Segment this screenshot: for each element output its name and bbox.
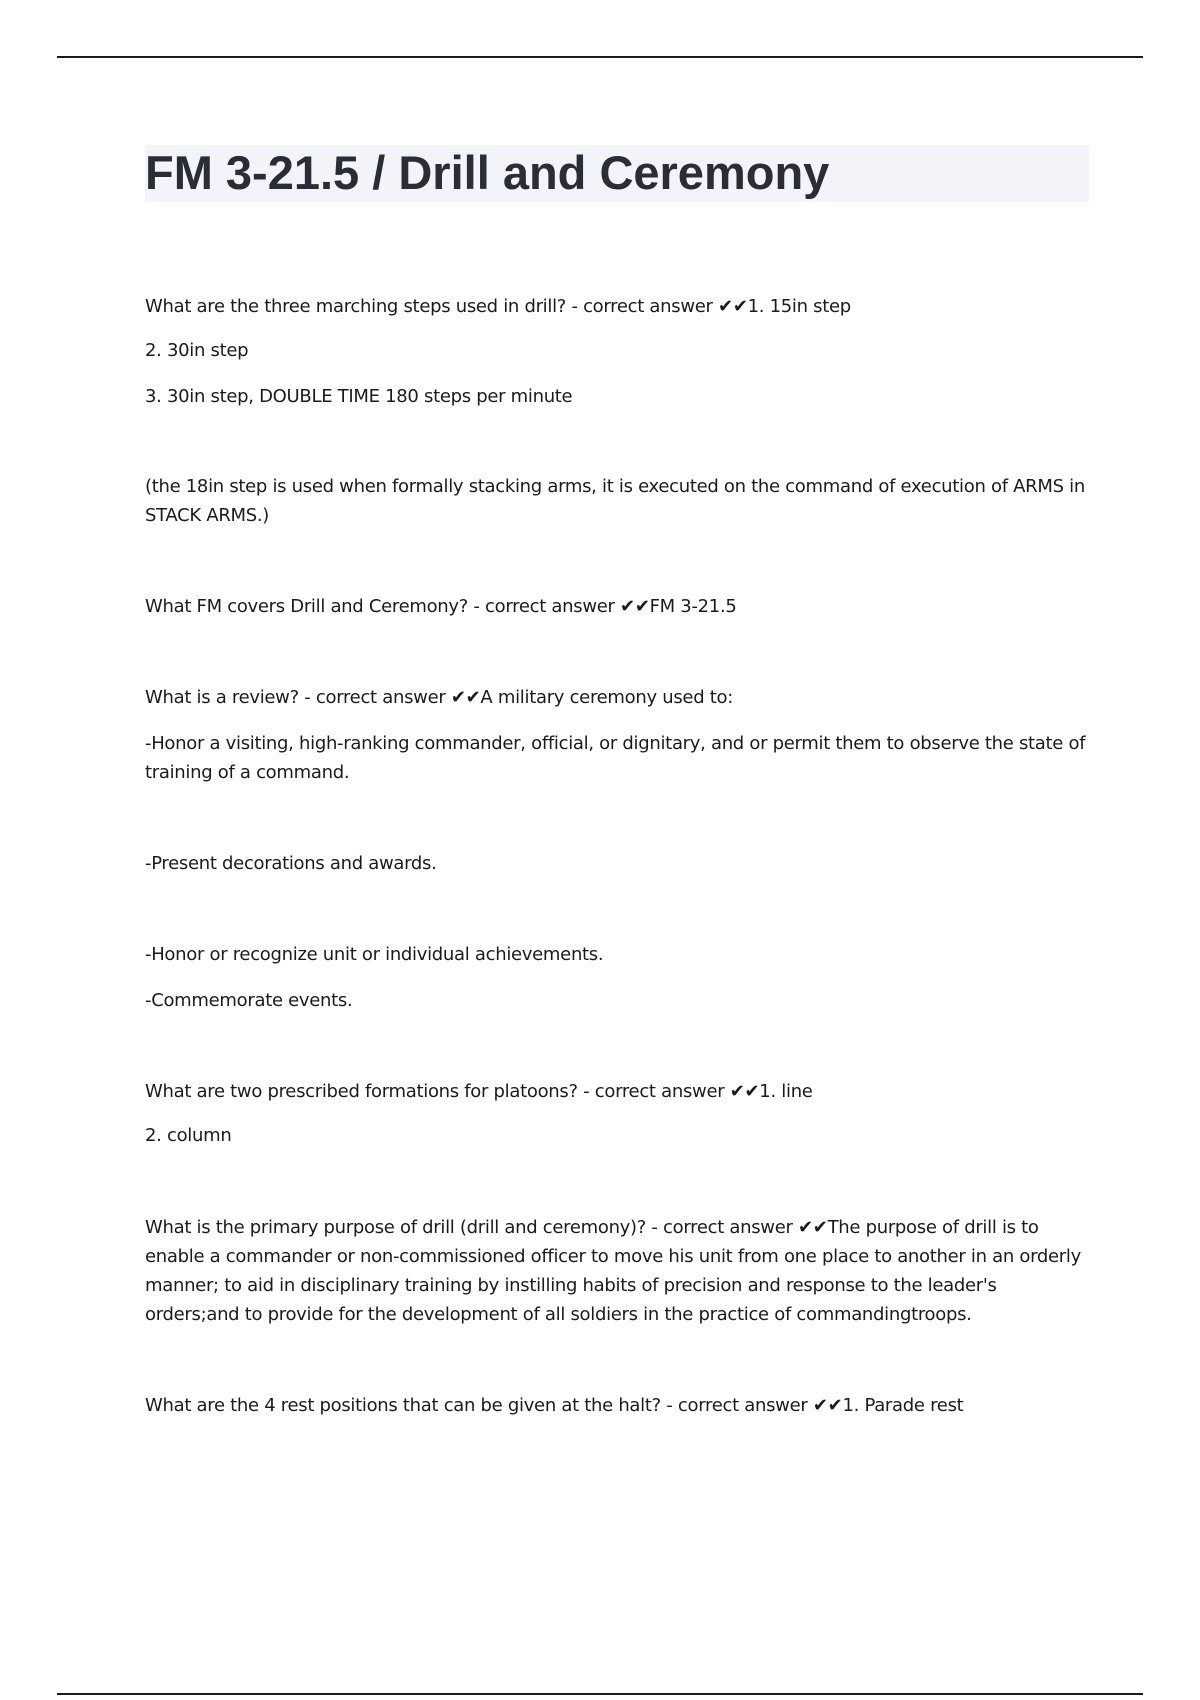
top-divider bbox=[57, 56, 1143, 58]
question-1: What are the three marching steps used in drill? - correct answer ✔✔1. 15in step bbox=[145, 296, 851, 317]
answer-line: -Honor or recognize unit or individual achievements. bbox=[145, 944, 604, 965]
question-2: What FM covers Drill and Ceremony? - correct answer ✔✔FM 3-21.5 bbox=[145, 596, 737, 617]
answer-line: 3. 30in step, DOUBLE TIME 180 steps per minute bbox=[145, 386, 573, 407]
answer-line: -Present decorations and awards. bbox=[145, 853, 437, 874]
question-4: What are two prescribed formations for platoons? - correct answer ✔✔1. line bbox=[145, 1081, 813, 1102]
answer-line: 2. 30in step bbox=[145, 340, 249, 361]
question-3: What is a review? - correct answer ✔✔A military ceremony used to: bbox=[145, 687, 733, 708]
page-title: FM 3-21.5 / Drill and Ceremony bbox=[145, 146, 830, 199]
answer-line: -Commemorate events. bbox=[145, 990, 353, 1011]
answer-note: (the 18in step is used when formally stacking arms, it is executed on the command of execution of ARMS in STACK ARMS.) bbox=[145, 476, 1085, 526]
answer-line: -Honor a visiting, high-ranking commander, official, or dignitary, and or permit them to observe the state of training of a command. bbox=[145, 733, 1086, 783]
document-body bbox=[145, 292, 1095, 1420]
question-5: What is the primary purpose of drill (drill and ceremony)? - correct answer ✔✔The purpose of drill is to enable a commander or non-commissioned officer to move his unit from one place to another in an orderly manner; to aid in disciplinary training by instilling habits of precision and response to the leader's orders;and to provide for the development of all soldiers in the practice of commandingtroops. bbox=[145, 1217, 1081, 1325]
question-6: What are the 4 rest positions that can be given at the halt? - correct answer ✔✔1. Parade rest bbox=[145, 1395, 964, 1416]
answer-line: 2. column bbox=[145, 1125, 232, 1146]
bottom-divider bbox=[57, 1693, 1143, 1695]
